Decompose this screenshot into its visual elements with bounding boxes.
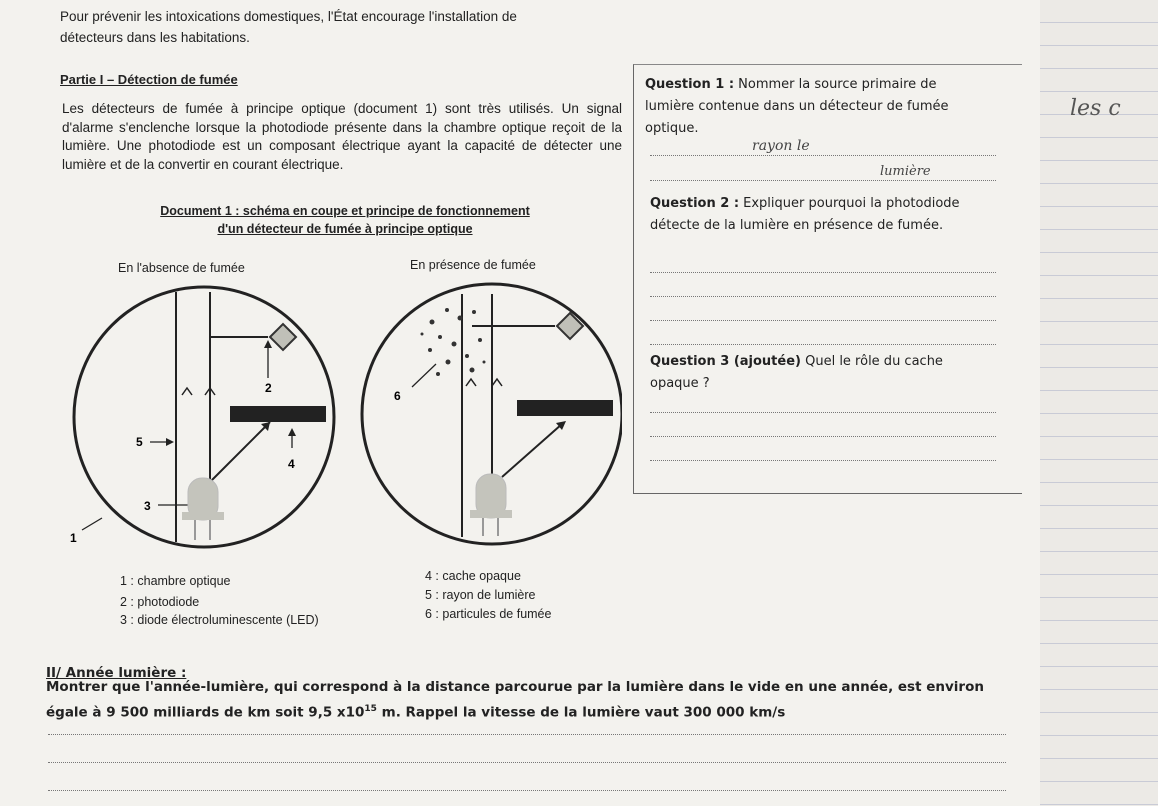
part2-exponent: 15	[364, 704, 377, 714]
answer-line-q3-1[interactable]	[650, 412, 996, 413]
label-4: 4	[288, 457, 295, 471]
legend-6: 6 : particules de fumée	[425, 607, 552, 621]
part2-text-a: Montrer que l'année-lumière, qui correspond à la distance parcourue par la lumière dans le vide en une année, est environ égale à 9 500 milliards de km soit 9,5 x10	[46, 679, 984, 721]
up-arrowheads	[466, 379, 502, 386]
photodiode-shape	[270, 324, 296, 350]
answer-line-q2-2[interactable]	[650, 296, 996, 297]
margin-handwriting: les c	[1070, 96, 1121, 121]
led-base	[470, 510, 512, 518]
light-ray-left	[210, 422, 270, 482]
answer-line-q3-3[interactable]	[650, 460, 996, 461]
answer-line-part2-1[interactable]	[48, 734, 1006, 735]
question-3-label: Question 3 (ajoutée)	[650, 354, 801, 369]
q1-handwritten-answer-1: rayon le	[752, 138, 810, 154]
intro-line-1: Pour prévenir les intoxications domestiques, l'État encourage l'installation de	[60, 9, 517, 24]
question-1	[645, 74, 985, 140]
question-2	[650, 193, 990, 237]
caption-with-smoke: En présence de fumée	[410, 258, 536, 272]
legend-3: 3 : diode électroluminescente (LED)	[120, 613, 319, 627]
document1-title-line-2: d'un détecteur de fumée à principe optique	[217, 222, 473, 236]
legend-1: 1 : chambre optique	[120, 574, 231, 588]
answer-line-q2-4[interactable]	[650, 344, 996, 345]
caption-no-smoke: En l'absence de fumée	[118, 261, 245, 275]
part2-question	[46, 676, 1006, 724]
q1-handwritten-answer-2: lumière	[880, 164, 931, 179]
label-5: 5	[136, 435, 143, 449]
answer-line-q1-2[interactable]	[650, 180, 996, 181]
intro-line-2: détecteurs dans les habitations.	[60, 30, 250, 45]
label-4-arrowhead	[288, 428, 296, 436]
part2-title: II/ Année lumière :	[46, 665, 187, 681]
question-3	[650, 351, 990, 395]
label-6: 6	[394, 389, 401, 403]
answer-line-part2-3[interactable]	[48, 790, 1006, 791]
document1-title	[110, 202, 580, 238]
intro-text	[60, 6, 640, 48]
answer-line-q2-1[interactable]	[650, 272, 996, 273]
question-2-text: Expliquer pourquoi la photodiode détecte de la lumière en présence de fumée.	[650, 196, 960, 233]
label-5-arrowhead	[166, 438, 174, 446]
answer-line-q2-3[interactable]	[650, 320, 996, 321]
label-1: 1	[70, 531, 77, 545]
opaque-cover	[230, 406, 326, 422]
led-base	[182, 512, 224, 520]
label-1-arrow	[82, 518, 102, 530]
label-2-arrowhead	[264, 340, 272, 348]
diagram-with-smoke	[352, 282, 622, 552]
question-1-text: Nommer la source primaire de lumière contenue dans un détecteur de fumée optique.	[645, 77, 949, 136]
light-ray	[502, 424, 562, 477]
opaque-cover	[517, 400, 613, 416]
document1-title-line-1: Document 1 : schéma en coupe et principe de fonctionnement	[160, 204, 530, 218]
answer-line-q1-1[interactable]	[650, 155, 996, 156]
answer-line-q3-2[interactable]	[650, 436, 996, 437]
label-2: 2	[265, 381, 272, 395]
question-1-label: Question 1 :	[645, 77, 735, 92]
diagram-no-smoke	[70, 282, 340, 552]
question-2-label: Question 2 :	[650, 196, 740, 211]
legend-2: 2 : photodiode	[120, 595, 200, 609]
answer-line-part2-2[interactable]	[48, 762, 1006, 763]
label-3: 3	[144, 499, 151, 513]
question-3-text: Quel le rôle du cache opaque ?	[650, 354, 943, 391]
legend-4: 4 : cache opaque	[425, 569, 521, 583]
part1-paragraph: Les détecteurs de fumée à principe optique (document 1) sont très utilisés. Un signal d'alarme s'enclenche lorsque la photodiode présente dans la chambre optique reçoit de la lumière. Une photodiode est un composant électrique ayant la capacité de détecter une lumière et de la convertir en courant électrique.	[62, 101, 622, 172]
part1-title: Partie I – Détection de fumée	[60, 72, 238, 87]
part2-text-b: m. Rappel la vitesse de la lumière vaut 300 000 km/s	[376, 704, 786, 721]
legend-5: 5 : rayon de lumière	[425, 588, 536, 602]
label-6-arrow	[412, 364, 436, 387]
smoke-particles	[421, 308, 486, 376]
